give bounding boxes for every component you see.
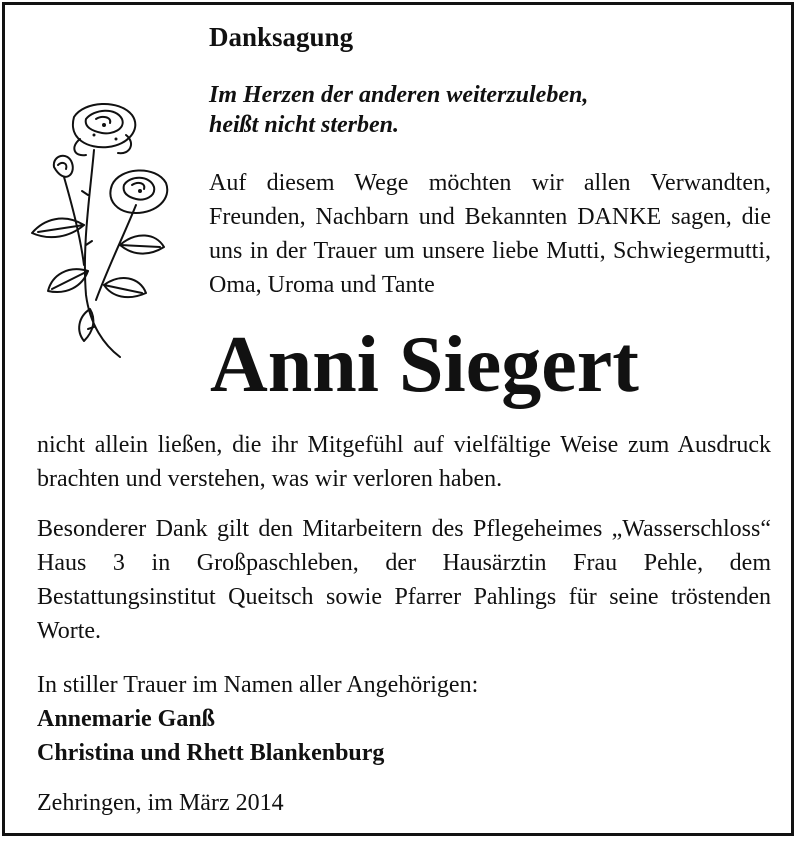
deceased-name: Anni Siegert (210, 321, 639, 409)
rose-icon (24, 95, 174, 360)
closing-block (37, 668, 478, 770)
motto-line: heißt nicht sterben. (209, 112, 400, 138)
thanks-paragraph: nicht allein ließen, die ihr Mitgefühl auf vielfältige Weise zum Ausdruck brachten und verstehen, was wir verloren haben. (37, 432, 771, 492)
motto (209, 80, 588, 140)
place-date: Zehringen, im März 2014 (37, 790, 284, 816)
closing-line: In stiller Trauer im Namen aller Angehörigen: (37, 672, 479, 698)
notice-heading: Danksagung (209, 22, 354, 52)
intro-paragraph: Auf diesem Wege möchten wir allen Verwandten, Freunden, Nachbarn und Bekannten DANKE sagen, die uns in der Trauer um unsere liebe Mutti, Schwiegermutti, Oma, Uroma und Tante (209, 170, 771, 298)
signatory: Christina und Rhett Blankenburg (37, 740, 385, 766)
motto-line: Im Herzen der anderen weiterzuleben, (209, 82, 589, 108)
signatory: Annemarie Ganß (37, 706, 216, 732)
special-thanks-paragraph: Besonderer Dank gilt den Mitarbeitern des Pflegeheimes „Wasserschloss“ Haus 3 in Großpaschleben, der Hausärztin Frau Pehle, dem Bestattungsinstitut Queitsch sowie Pfarrer Pahlings für seine tröstenden Worte. (37, 516, 771, 644)
